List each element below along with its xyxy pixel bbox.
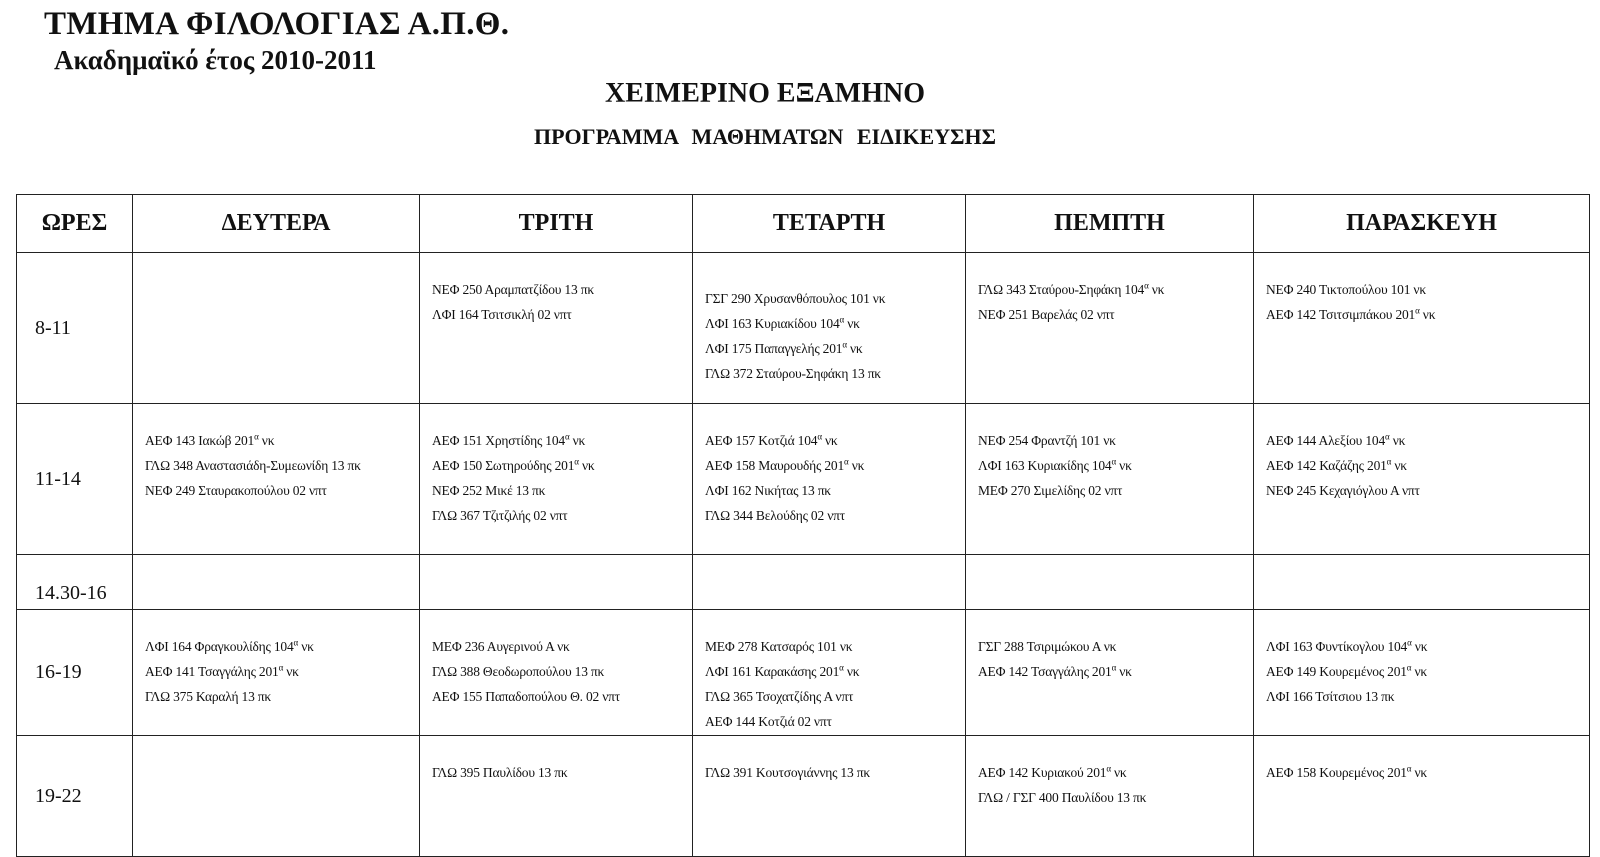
course-list [693,404,965,528]
course-entry: ΛΦΙ 166 Τσίτσιου 13 πκ [1266,689,1395,704]
course-entry: ΑΕΦ 158 Μαυρουδής $201^\alpha$ νκ [705,456,865,473]
course-entry: ΝΕΦ 252 Μικέ 13 πκ [432,483,546,498]
cell-tuesday [420,610,693,736]
cell-monday [133,736,420,857]
course-entry: ΓΛΩ 348 Αναστασιάδη-Συμεωνίδη 13 πκ [145,458,361,473]
course-list [133,404,419,503]
cell-tuesday [420,253,693,404]
cell-tuesday [420,736,693,857]
time-slot: 11-14 [17,404,133,555]
course-entry: ΝΕΦ 251 Βαρελάς 02 νπτ [978,307,1115,322]
cell-wednesday [693,555,966,610]
course-entry: ΛΦΙ 164 Τσιτσικλή 02 νπτ [432,307,572,322]
column-header-wednesday: ΤΕΤΑΡΤΗ [693,195,966,253]
course-entry: ΑΕΦ 142 Κυριακού $201^\alpha$ νκ [978,763,1127,780]
header-row [17,195,1590,253]
course-entry: ΓΛΩ 372 Σταύρου-Σηφάκη 13 πκ [705,366,881,381]
timetable-row [17,555,1590,610]
cell-monday [133,610,420,736]
course-entry: ΑΕΦ 142 Καζάζης $201^\alpha$ νκ [1266,456,1407,473]
cell-monday [133,555,420,610]
cell-friday [1254,555,1590,610]
cell-friday [1254,610,1590,736]
course-entry: ΑΕΦ 157 Κοτζιά $104^\alpha$ νκ [705,431,838,448]
course-list [1254,404,1589,503]
course-entry: ΓΛΩ 344 Βελούδης 02 νπτ [705,508,845,523]
course-list [133,736,419,760]
course-entry: ΛΦΙ 163 Φυντίκογλου $104^\alpha$ νκ [1266,637,1428,654]
column-header-friday: ΠΑΡΑΣΚΕΥΗ [1254,195,1590,253]
course-list [693,555,965,579]
course-entry: ΓΛΩ 395 Παυλίδου 13 πκ [432,765,568,780]
course-list [420,610,692,709]
course-list [693,736,965,785]
course-entry: ΓΛΩ 365 Τσοχατζίδης Α νπτ [705,689,854,704]
cell-thursday [966,253,1254,404]
course-entry: ΑΕΦ 150 Σωτηρούδης $201^\alpha$ νκ [432,456,595,473]
program-title: ΠΡΟΓΡΑΜΜΑ ΜΑΘΗΜΑΤΩΝ ΕΙΔΙΚΕΥΣΗΣ [534,124,996,149]
course-list [420,555,692,579]
department-title: ΤΜΗΜΑ ΦΙΛΟΛΟΓΙΑΣ Α.Π.Θ. [44,6,510,42]
course-entry: ΓΣΓ 288 Τσιριμώκου Α νκ [978,639,1117,654]
course-entry: ΝΕΦ 254 Φραντζή 101 νκ [978,433,1116,448]
time-slot: 16-19 [17,610,133,736]
course-entry: ΑΕΦ 142 Τσαγγάλης $201^\alpha$ νκ [978,662,1132,679]
course-entry: ΜΕΦ 236 Αυγερινού Α νκ [432,639,570,654]
course-entry: ΝΕΦ 250 Αραμπατζίδου 13 πκ [432,282,594,297]
course-entry: ΜΕΦ 278 Κατσαρός 101 νκ [705,639,853,654]
course-list [966,555,1253,579]
course-entry: ΑΕΦ 155 Παπαδοπούλου Θ. 02 νπτ [432,689,621,704]
course-entry: ΑΕΦ 158 Κουρεμένος $201^\alpha$ νκ [1266,763,1427,780]
time-slot: 8-11 [17,253,133,404]
column-header-monday: ΔΕΥΤΕΡΑ [133,195,420,253]
course-list [133,555,419,579]
cell-wednesday [693,736,966,857]
cell-tuesday [420,555,693,610]
course-entry: ΓΛΩ 343 Σταύρου-Σηφάκη $104^\alpha$ νκ [978,280,1165,297]
course-entry: ΑΕΦ 144 Αλεξίου $104^\alpha$ νκ [1266,431,1406,448]
course-entry: ΝΕΦ 245 Κεχαγιόγλου Α νπτ [1266,483,1420,498]
course-entry: ΑΕΦ 149 Κουρεμένος $201^\alpha$ νκ [1266,662,1427,679]
column-header-hours: ΩΡΕΣ [17,195,133,253]
cell-thursday [966,555,1254,610]
cell-friday [1254,404,1590,555]
course-entry: ΛΦΙ 161 Καρακάσης $201^\alpha$ νκ [705,662,860,679]
course-entry: ΝΕΦ 240 Τικτοπούλου 101 νκ [1266,282,1426,297]
cell-thursday [966,736,1254,857]
cell-thursday [966,610,1254,736]
course-entry: ΑΕΦ 143 Ιακώβ $201^\alpha$ νκ [145,431,275,448]
timetable-row [17,404,1590,555]
time-slot: 19-22 [17,736,133,857]
cell-friday [1254,736,1590,857]
timetable [16,194,1590,857]
course-entry: ΛΦΙ 163 Κυριακίδου $104^\alpha$ νκ [705,314,860,331]
course-entry: ΓΛΩ 388 Θεοδωροπούλου 13 πκ [432,664,605,679]
cell-friday [1254,253,1590,404]
course-entry: ΛΦΙ 175 Παπαγγελής $201^\alpha$ νκ [705,339,863,356]
course-entry: ΑΕΦ 141 Τσαγγάλης $201^\alpha$ νκ [145,662,299,679]
course-entry: ΜΕΦ 270 Σιμελίδης 02 νπτ [978,483,1123,498]
cell-thursday [966,404,1254,555]
cell-wednesday [693,610,966,736]
course-list [966,253,1253,327]
course-entry: ΓΛΩ / ΓΣΓ 400 Παυλίδου 13 πκ [978,790,1147,805]
course-list [693,253,965,386]
cell-wednesday [693,404,966,555]
course-list [420,736,692,785]
course-list [1254,610,1589,709]
course-entry: ΛΦΙ 163 Κυριακίδης $104^\alpha$ νκ [978,456,1132,473]
course-list [1254,253,1589,327]
course-entry: ΑΕΦ 142 Τσιτσιμπάκου $201^\alpha$ νκ [1266,305,1436,322]
course-list [420,253,692,327]
course-list [966,610,1253,684]
course-entry: ΛΦΙ 164 Φραγκουλίδης $104^\alpha$ νκ [145,637,314,654]
course-list [693,610,965,734]
course-list [966,736,1253,810]
course-entry: ΓΣΓ 290 Χρυσανθόπουλος 101 νκ [705,291,886,306]
cell-monday [133,404,420,555]
column-header-thursday: ΠΕΜΠΤΗ [966,195,1254,253]
course-entry: ΛΦΙ 162 Νικήτας 13 πκ [705,483,831,498]
semester-title: ΧΕΙΜΕΡΙΝΟ ΕΞΑΜΗΝΟ [605,78,925,109]
course-entry: ΓΛΩ 375 Καραλή 13 πκ [145,689,272,704]
timetable-body [17,253,1590,857]
course-list [966,404,1253,503]
course-list [1254,555,1589,579]
timetable-row [17,253,1590,404]
time-slot: 14.30-16 [17,555,133,610]
course-list [133,610,419,709]
cell-wednesday [693,253,966,404]
course-entry: ΑΕΦ 144 Κοτζιά 02 νπτ [705,714,832,729]
course-list [133,253,419,277]
course-entry: ΑΕΦ 151 Χρηστίδης $104^\alpha$ νκ [432,431,586,448]
course-entry: ΓΛΩ 391 Κουτσογιάννης 13 πκ [705,765,870,780]
column-header-tuesday: ΤΡΙΤΗ [420,195,693,253]
course-entry: ΝΕΦ 249 Σταυρακοπούλου 02 νπτ [145,483,327,498]
course-list [420,404,692,528]
timetable-row [17,736,1590,857]
course-entry: ΓΛΩ 367 Τζιτζιλής 02 νπτ [432,508,568,523]
academic-year: Ακαδημαϊκό έτος 2010-2011 [54,45,377,75]
course-list [1254,736,1589,785]
cell-monday [133,253,420,404]
timetable-row [17,610,1590,736]
cell-tuesday [420,404,693,555]
